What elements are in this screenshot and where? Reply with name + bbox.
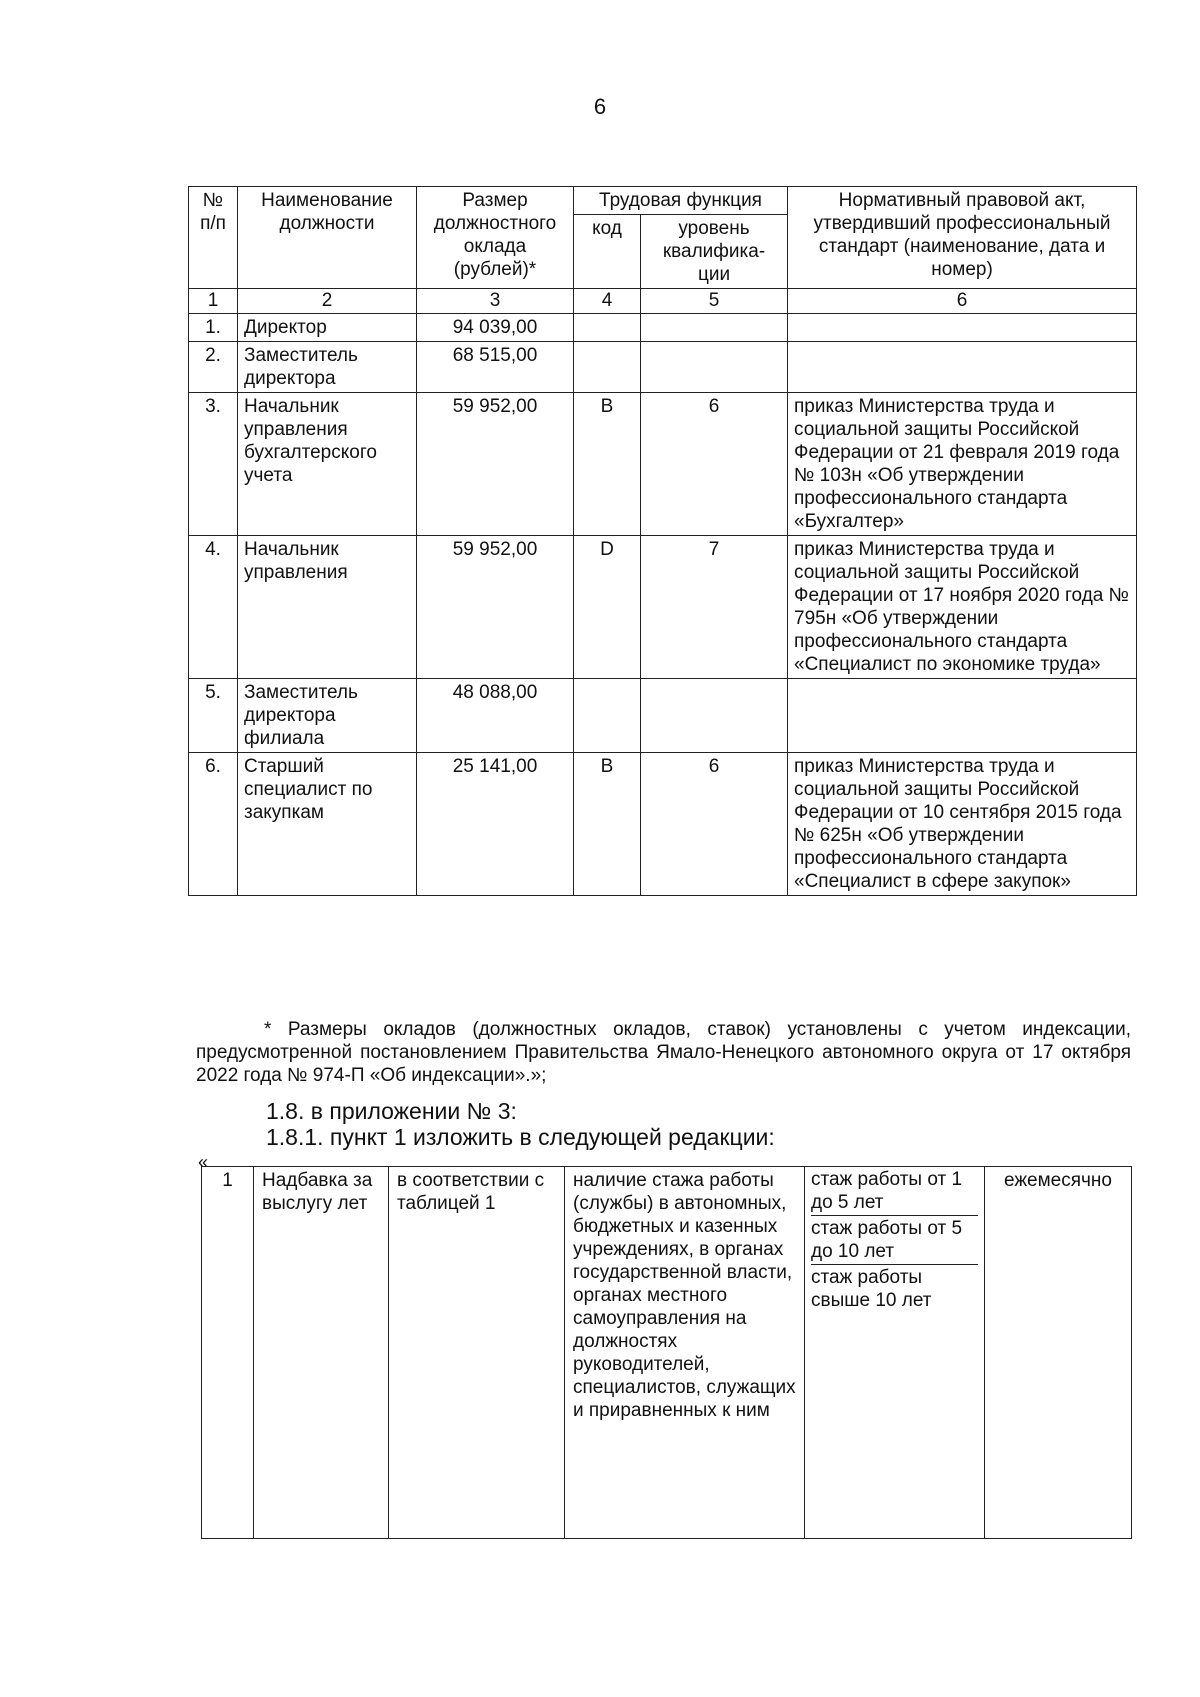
row-position: Директор [238, 314, 417, 342]
table-header-row [189, 187, 1137, 215]
row-position: Начальник управления [238, 536, 417, 679]
header-name: Наименование должности [238, 187, 417, 289]
table-row [189, 753, 1137, 896]
column-number: 3 [417, 289, 574, 314]
row-act: приказ Министерства труда и социальной защиты Российской Федерации от 10 сентября 2015 года № 625н «Об утверждении профессионального стандарта «Специалист в сфере закупок» [788, 753, 1137, 896]
column-number: 1 [189, 289, 238, 314]
row-code: B [574, 393, 641, 536]
row-position: Заместитель директора [238, 342, 417, 393]
row-salary: 59 952,00 [417, 536, 574, 679]
row-salary: 48 088,00 [417, 679, 574, 753]
header-act: Нормативный правовой акт, утвердивший профессиональный стандарт (наименование, дата и номер) [788, 187, 1137, 289]
row-act [788, 342, 1137, 393]
row-num: 6. [189, 753, 238, 896]
row-num: 1. [189, 314, 238, 342]
row-level: 7 [641, 536, 788, 679]
stazh-range: стаж работы свыше 10 лет [811, 1267, 932, 1311]
row-num: 4. [189, 536, 238, 679]
row-code [574, 314, 641, 342]
row-level [641, 679, 788, 753]
row-code: B [574, 753, 641, 896]
column-number: 6 [788, 289, 1137, 314]
column-number: 4 [574, 289, 641, 314]
column-number: 5 [641, 289, 788, 314]
row-code [574, 679, 641, 753]
row-code: D [574, 536, 641, 679]
row-salary: 59 952,00 [417, 393, 574, 536]
row-salary: 94 039,00 [417, 314, 574, 342]
table-row [202, 1167, 1132, 1539]
header-salary: Размер должностного оклада (рублей)* [417, 187, 574, 289]
item-1-8-1: 1.8.1. пункт 1 изложить в следующей редакции: [266, 1124, 775, 1150]
row-level: 6 [641, 753, 788, 896]
stazh-range: стаж работы от 5 до 10 лет [811, 1216, 978, 1265]
row-num: 2. [189, 342, 238, 393]
table-row [189, 393, 1137, 536]
row-code [574, 342, 641, 393]
row-level [641, 314, 788, 342]
row-position: Начальник управления бухгалтерского учета [238, 393, 417, 536]
header-num: № п/п [189, 187, 238, 289]
table-row [189, 314, 1137, 342]
table-row [189, 679, 1137, 753]
row-act: приказ Министерства труда и социальной защиты Российской Федерации от 21 февраля 2019 года № 103н «Об утверждении профессионального стандарта «Бухгалтер» [788, 393, 1137, 536]
item-1-8: 1.8. в приложении № 3: [266, 1098, 517, 1124]
opening-quote: « [198, 1152, 209, 1172]
allowance-table [201, 1166, 1132, 1539]
allowance-condition: наличие стажа работы (службы) в автономных, бюджетных и казенных учреждениях, в органах государственной власти, органах местного самоуправления на должностях руководителей, специалистов, служащих и приравненных к ним [565, 1167, 805, 1539]
page-number: 6 [593, 94, 607, 119]
row-num: 3. [189, 393, 238, 536]
row-act [788, 314, 1137, 342]
allowance-basis: в соответствии с таблицей 1 [389, 1167, 565, 1539]
row-num: 1 [202, 1167, 254, 1539]
table-row [189, 342, 1137, 393]
row-salary: 68 515,00 [417, 342, 574, 393]
row-position: Заместитель директора филиала [238, 679, 417, 753]
column-number-row [189, 289, 1137, 314]
header-level: уровень квалифика-ции [641, 215, 788, 289]
row-level [641, 342, 788, 393]
header-code: код [574, 215, 641, 289]
allowance-name: Надбавка за выслугу лет [254, 1167, 389, 1539]
stazh-cell [805, 1167, 985, 1539]
header-function-group: Трудовая функция [574, 187, 788, 215]
row-act: приказ Министерства труда и социальной защиты Российской Федерации от 17 ноября 2020 года № 795н «Об утверждении профессионального стандарта «Специалист по экономике труда» [788, 536, 1137, 679]
allowance-period: ежемесячно [985, 1167, 1132, 1539]
column-number: 2 [238, 289, 417, 314]
stazh-range: стаж работы от 1 до 5 лет [811, 1167, 978, 1216]
row-act [788, 679, 1137, 753]
table-row [189, 536, 1137, 679]
row-position: Старший специалист по закупкам [238, 753, 417, 896]
positions-table [188, 186, 1137, 896]
row-num: 5. [189, 679, 238, 753]
row-level: 6 [641, 393, 788, 536]
footnote: * Размеры окладов (должностных окладов, ставок) установлены с учетом индексации, предусмотренной постановлением Правительства Ямало-Ненецкого автономного округа от 17 октября 2022 года № 974-П «Об индексации».»; [196, 1019, 1131, 1086]
row-salary: 25 141,00 [417, 753, 574, 896]
